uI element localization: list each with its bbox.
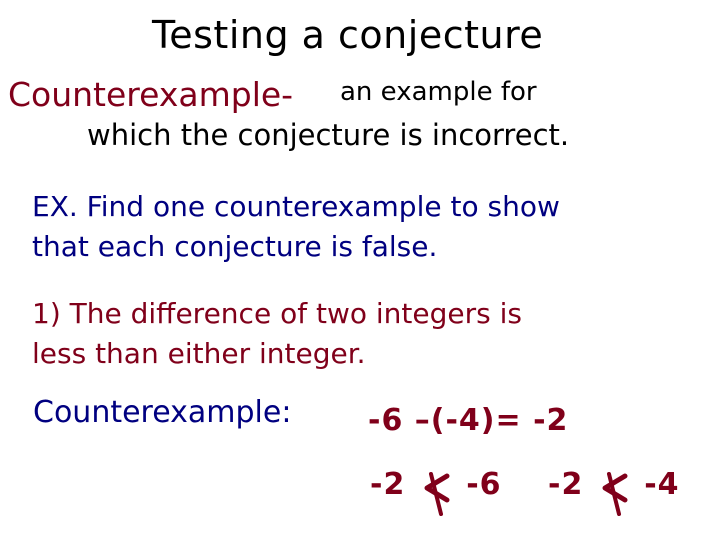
example-instruction-line2: that each conjecture is false. bbox=[32, 230, 438, 263]
example-instruction-line1: EX. Find one counterexample to show bbox=[32, 190, 560, 223]
comparison-2 bbox=[548, 467, 680, 520]
comparison-right: -6 bbox=[466, 467, 502, 502]
definition-text-line1: an example for bbox=[340, 77, 537, 107]
counterexample-label: Counterexample: bbox=[33, 395, 292, 430]
not-less-than-icon bbox=[419, 470, 453, 518]
comparison-right: -4 bbox=[644, 467, 680, 502]
definition-text-line2: which the conjecture is incorrect. bbox=[87, 118, 570, 152]
conjecture-line2: less than either integer. bbox=[32, 337, 366, 370]
definition-term: Counterexample- bbox=[8, 75, 294, 114]
conjecture-line1: 1) The difference of two integers is bbox=[32, 297, 522, 330]
comparison-left: -2 bbox=[370, 467, 406, 502]
comparison-1 bbox=[370, 467, 502, 520]
comparison-left: -2 bbox=[548, 467, 584, 502]
slide-title: Testing a conjecture bbox=[152, 13, 544, 57]
not-less-than-icon bbox=[597, 470, 631, 518]
counterexample-expression: -6 –(-4)= -2 bbox=[368, 403, 569, 438]
